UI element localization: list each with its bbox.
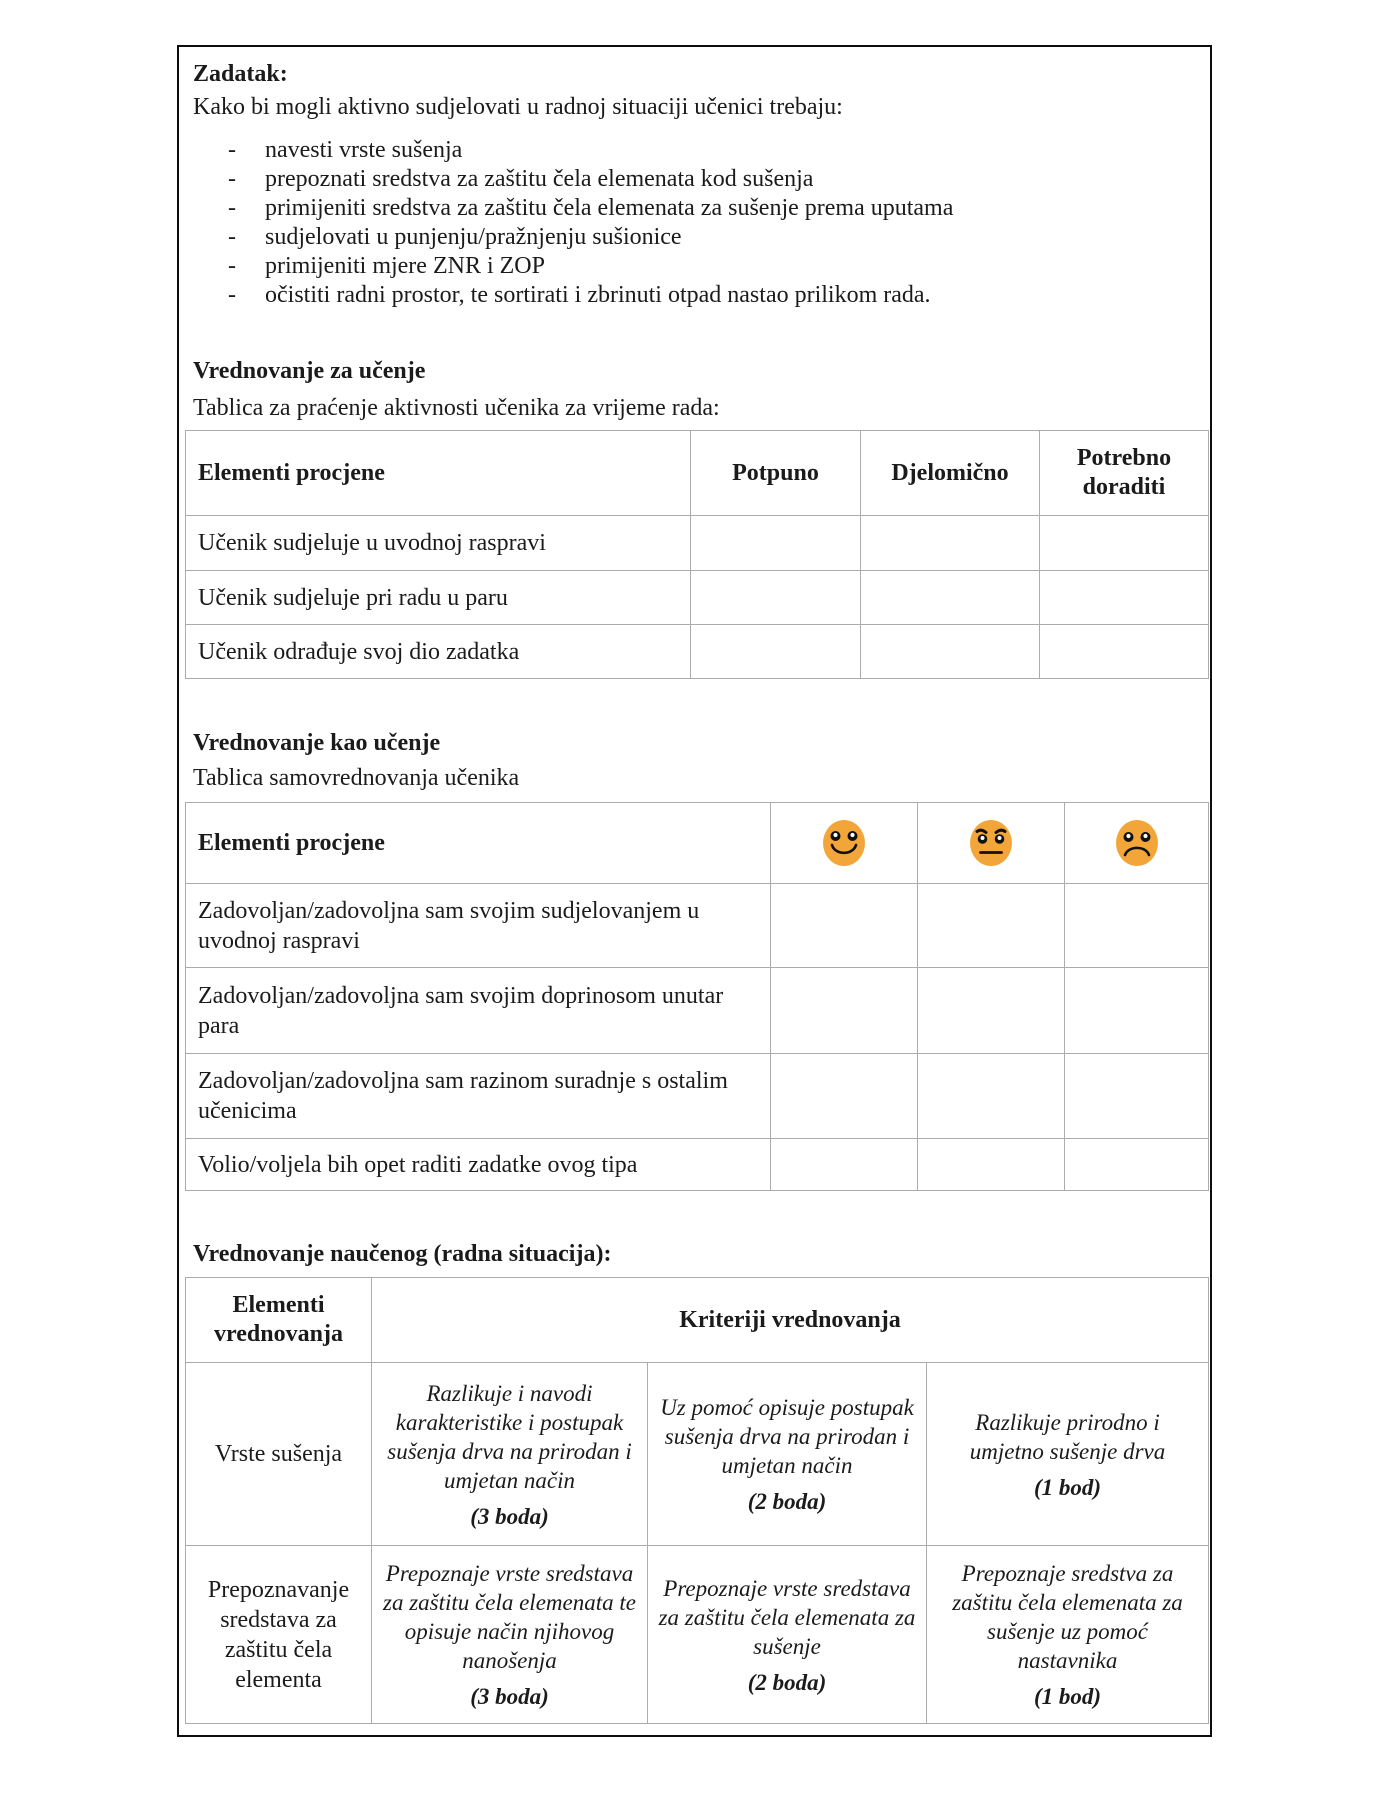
criteria-text: Razlikuje i navodi karakteristike i postupak sušenja drva na prirodan i umjetan način [387, 1380, 632, 1493]
column-header-full: Potpuno [691, 431, 861, 516]
table-row [186, 516, 1209, 571]
rubric-element-label: Vrste sušenja [186, 1363, 372, 1546]
list-item [228, 281, 953, 310]
column-header-elements: Elementi procjene [186, 431, 691, 516]
rating-cell [691, 516, 861, 571]
task-intro: Kako bi mogli aktivno sudjelovati u radnoj situaciji učenici trebaju: [193, 94, 843, 120]
criteria-text: Prepoznaje vrste sredstava za zaštitu čela elemenata za sušenje [658, 1575, 916, 1659]
rating-cell [771, 1139, 918, 1191]
assessment-as-learning-heading: Vrednovanje kao učenje [193, 730, 441, 756]
rating-cell [918, 1054, 1065, 1139]
list-item [228, 165, 953, 194]
bullet-dash: - [228, 137, 236, 163]
column-header-elements: Elementi vrednovanja [186, 1278, 372, 1363]
criteria-rubric-table [185, 1277, 1209, 1724]
criteria-cell [372, 1546, 648, 1724]
rating-cell [1065, 968, 1209, 1054]
neutral-face-icon [968, 818, 1014, 868]
rating-cell [918, 968, 1065, 1054]
row-label: Zadovoljan/zadovoljna sam svojim sudjelovanjem u uvodnoj raspravi [186, 884, 771, 968]
list-item [228, 136, 953, 165]
criteria-text: Prepoznaje sredstva za zaštitu čela elemenata za sušenje uz pomoć nastavnika [952, 1561, 1183, 1673]
row-label: Volio/voljela bih opet raditi zadatke ovog tipa [186, 1139, 771, 1191]
table-row [186, 884, 1209, 968]
table-row [186, 1546, 1209, 1724]
table-header-row [186, 803, 1209, 884]
criteria-cell [648, 1546, 927, 1724]
assessment-as-learning-subheading: Tablica samovrednovanja učenika [193, 765, 520, 791]
list-item-text: primijeniti mjere ZNR i ZOP [265, 253, 545, 279]
rating-cell [861, 625, 1040, 679]
rating-cell [918, 884, 1065, 968]
criteria-points: (2 boda) [747, 1669, 827, 1695]
bullet-dash: - [228, 282, 236, 308]
criteria-cell [927, 1363, 1209, 1546]
list-item-text: očistiti radni prostor, te sortirati i zbrinuti otpad nastao prilikom rada. [265, 282, 931, 308]
content-box [177, 45, 1212, 1737]
column-header-elements: Elementi procjene [186, 803, 771, 884]
rating-cell [771, 884, 918, 968]
sad-face-icon [1114, 818, 1160, 868]
criteria-points: (1 bod) [1033, 1474, 1102, 1500]
column-header-sad [1065, 803, 1209, 884]
rating-cell [861, 571, 1040, 625]
table-row [186, 1139, 1209, 1191]
table-row [186, 1054, 1209, 1139]
table-row [186, 1363, 1209, 1546]
rating-cell [1065, 884, 1209, 968]
list-item-text: prepoznati sredstva za zaštitu čela elemenata kod sušenja [265, 166, 814, 192]
row-label: Učenik odrađuje svoj dio zadatka [186, 625, 691, 679]
table-row [186, 968, 1209, 1054]
rating-cell [1040, 625, 1209, 679]
rating-cell [1065, 1054, 1209, 1139]
rating-cell [1040, 516, 1209, 571]
bullet-dash: - [228, 195, 236, 221]
assessment-for-learning-subheading: Tablica za praćenje aktivnosti učenika za vrijeme rada: [193, 395, 720, 421]
list-item [228, 194, 953, 223]
column-header-partial: Djelomično [861, 431, 1040, 516]
criteria-cell [648, 1363, 927, 1546]
table-row [186, 571, 1209, 625]
rating-cell [691, 625, 861, 679]
rating-cell [861, 516, 1040, 571]
rating-cell [691, 571, 861, 625]
criteria-cell [372, 1363, 648, 1546]
criteria-cell [927, 1546, 1209, 1724]
table-row [186, 625, 1209, 679]
bullet-dash: - [228, 224, 236, 250]
task-heading: Zadatak: [193, 61, 288, 87]
assessment-for-learning-heading: Vrednovanje za učenje [193, 358, 426, 384]
row-label: Učenik sudjeluje pri radu u paru [186, 571, 691, 625]
rubric-element-label: Prepoznavanje sredstava za zaštitu čela elementa [186, 1546, 372, 1724]
column-header-criteria: Kriteriji vrednovanja [372, 1278, 1209, 1363]
list-item-text: primijeniti sredstva za zaštitu čela elemenata za sušenje prema uputama [265, 195, 954, 221]
row-label: Zadovoljan/zadovoljna sam razinom suradnje s ostalim učenicima [186, 1054, 771, 1139]
assessment-of-learning-heading: Vrednovanje naučenog (radna situacija): [193, 1241, 612, 1267]
criteria-points: (1 bod) [1033, 1684, 1102, 1709]
rating-cell [771, 1054, 918, 1139]
bullet-dash: - [228, 253, 236, 279]
table-header-row [186, 1278, 1209, 1363]
criteria-points: (3 boda) [470, 1684, 549, 1709]
criteria-text: Razlikuje prirodno i umjetno sušenje drva [969, 1409, 1166, 1464]
criteria-points: (2 boda) [747, 1489, 827, 1514]
list-item-text: navesti vrste sušenja [265, 137, 463, 163]
rating-cell [771, 968, 918, 1054]
criteria-text: Uz pomoć opisuje postupak sušenja drva na prirodan i umjetan način [660, 1395, 914, 1478]
rating-cell [1040, 571, 1209, 625]
list-item-text: sudjelovati u punjenju/pražnjenju sušionice [265, 224, 682, 250]
column-header-neutral [918, 803, 1065, 884]
criteria-text: Prepoznaje vrste sredstava za zaštitu čela elemenata te opisuje način njihovog nanošenja [383, 1561, 636, 1673]
rating-cell [918, 1139, 1065, 1191]
activity-tracking-table [185, 430, 1209, 679]
self-assessment-table [185, 802, 1209, 1191]
list-item [228, 252, 953, 281]
criteria-points: (3 boda) [470, 1503, 549, 1529]
task-list [228, 136, 953, 310]
row-label: Učenik sudjeluje u uvodnoj raspravi [186, 516, 691, 571]
happy-face-icon [821, 818, 867, 868]
list-item [228, 223, 953, 252]
row-label: Zadovoljan/zadovoljna sam svojim doprinosom unutar para [186, 968, 771, 1054]
column-header-needs-work: Potrebno doraditi [1040, 431, 1209, 516]
column-header-happy [771, 803, 918, 884]
rating-cell [1065, 1139, 1209, 1191]
table-header-row [186, 431, 1209, 516]
bullet-dash: - [228, 166, 236, 192]
